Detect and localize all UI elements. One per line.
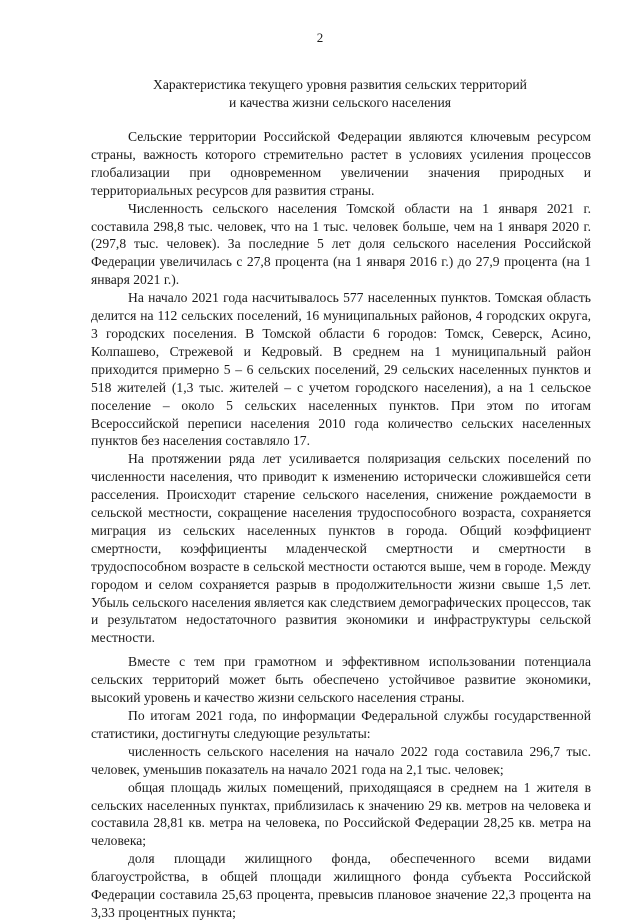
- page-number: 2: [316, 30, 324, 45]
- paragraph: Сельские территории Российской Федерации являются ключевым ресурсом страны, важность которого стремительно растет в условиях усиления процессов глобализации при одновременном увеличении значения природных и территориальных ресурсов для развития страны.: [91, 129, 591, 198]
- paragraph: По итогам 2021 года, по информации Федеральной службы государственной статистики, достигнуты следующие результаты:: [91, 708, 591, 741]
- list-item: общая площадь жилых помещений, приходящаяся в среднем на 1 жителя в сельских населенных пунктах, приблизилась к значению 29 кв. метров на человека и составила 28,81 кв. метра на человека, по Российской Федерации 28,25 кв. метра на человека;: [91, 779, 591, 849]
- paragraph: На начало 2021 года насчитывалось 577 населенных пунктов. Томская область делится на 112 сельских поселений, 16 муниципальных районов, 4 городских округа, 3 городских поселения. В Томской области 6 городов: Томск, Северск, Асино, Колпашево, Стрежевой и Кедровый. В среднем на 1 муниципальный район приходится примерно 5 – 6 сельских поселений, 29 сельских населенных пунктов и 518 жителей (1,3 тыс. жителей – с учетом городского населения), а на 1 сельское поселение – около 5 сельских населенных пунктов. При этом по итогам Всероссийской переписи населения 2010 года количество сельских населенных пунктов без населения составляло 17.: [91, 290, 591, 449]
- paragraph: На протяжении ряда лет усиливается поляризация сельских поселений по численности населения, что приводит к изменению исторически сложившейся сети расселения. Происходит старение сельского населения, снижение рождаемости в сельской местности, сокращение населения трудоспособного возраста, сохраняется миграция из сельских населенных пунктов в города. Общий коэффициент смертности, коэффициенты младенческой смертности и смертности в трудоспособном возрасте в сельской местности остаются выше, чем в городе. Между городом и селом сохраняется разрыв в продолжительности жизни свыше 1,5 лет. Убыль сельского населения является как следствием демографических процессов, так и результатом недостаточного развития экономики и инфраструктуры сельской местности.: [91, 451, 591, 646]
- paragraph: Численность сельского населения Томской области на 1 января 2021 г. составила 298,8 тыс. человек, что на 1 тыс. человек больше, чем на 1 января 2020 г. (297,8 тыс. человек). За последние 5 лет доля сельского населения Российской Федерации увеличилась с 27,8 процента (на 1 января 2016 г.) до 27,9 процента (на 1 января 2021 г.).: [91, 200, 591, 288]
- title-line: и качества жизни сельского населения: [229, 94, 451, 110]
- list-item: численность сельского населения на начало 2022 года составила 296,7 тыс. человек, уменьшив показатель на начало 2021 года на 2,1 тыс. человек;: [91, 743, 591, 777]
- list-item: доля площади жилищного фонда, обеспеченного всеми видами благоустройства, в общей площади жилищного фонда субъекта Российской Федерации составила 25,63 процента, превысив плановое значение 22,3 процента на 3,33 процентных пункта;: [91, 851, 591, 920]
- section-title: [90, 76, 590, 111]
- title-line: Характеристика текущего уровня развития сельских территорий: [153, 77, 527, 92]
- document-body: [91, 128, 591, 922]
- paragraph: Вместе с тем при грамотном и эффективном использовании потенциала сельских территорий может быть обеспечено устойчивое развитие экономики, высокий уровень и качество жизни сельского населения страны.: [91, 654, 591, 706]
